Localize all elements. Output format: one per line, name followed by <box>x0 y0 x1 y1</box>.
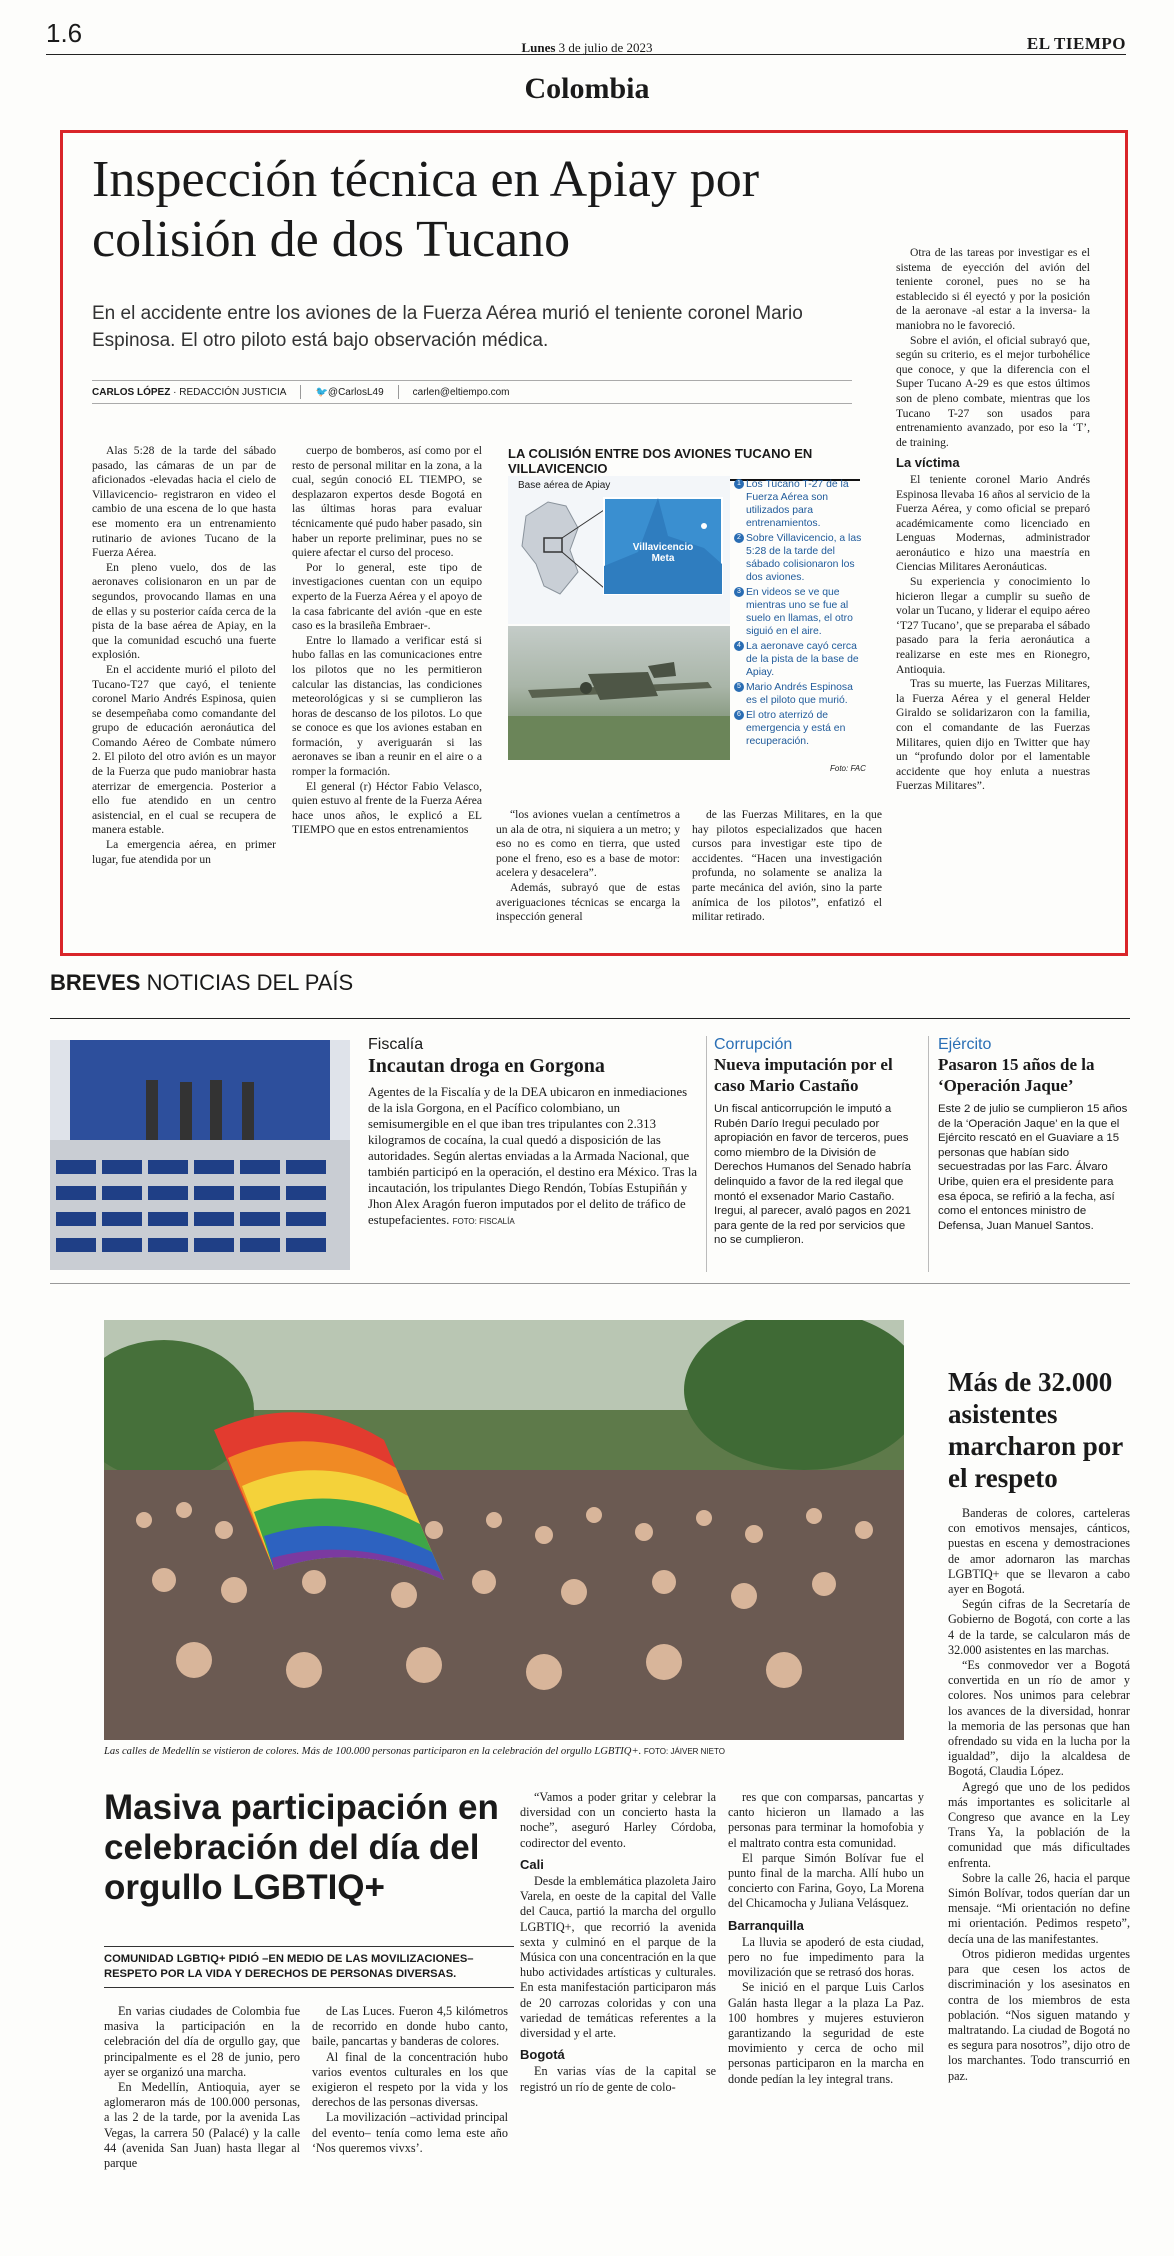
author-email[interactable]: carlen@eltiempo.com <box>412 386 510 398</box>
step-text: Mario Andrés Espinosa es el piloto que murió. <box>746 682 853 706</box>
date-day: Lunes <box>521 40 556 55</box>
paragraph: Agregó que uno de los pedidos más importantes es solicitarle al Congreso que avance en la Ley Trans Ya, la población de la comunidad que más dificultades enfrenta. <box>948 1779 1130 1870</box>
breve-text <box>368 1084 698 1230</box>
paragraph: La movilización –actividad principal del evento– tenía como lema este año ‘Nos queremos vivxs’. <box>312 2110 508 2155</box>
breve-kicker: Ejército <box>938 1036 992 1053</box>
step-text: La aeronave cayó cerca de la pista de la base de Apiay. <box>746 641 859 678</box>
step-text: En videos se ve que mientras uno se fue al suelo en llamas, el otro siguió en el aire. <box>746 587 853 637</box>
step-text: Los Tucano T-27 de la Fuerza Aérea son utilizados para entrenamientos. <box>746 479 849 529</box>
subheading-cali: Cali <box>520 1856 544 1872</box>
main-headline: Inspección técnica en Apiay por colisión de dos Tucano <box>92 151 760 268</box>
breve-ejercito <box>938 1036 1128 1233</box>
breves-sublabel: NOTICIAS DEL PAÍS <box>146 970 354 995</box>
paragraph: En pleno vuelo, dos de las aeronaves colisionaron en un par de segundos, provocando llamas en una de ellas y su posterior caída cerca de la pista de la base aérea de Apiay, en la que la comunidad escuchó una fuerte explosión. <box>92 560 276 662</box>
section-rule <box>50 1283 1130 1284</box>
breves-rule <box>50 1018 1130 1019</box>
caption-text: Las calles de Medellín se vistieron de colores. Más de 100.000 personas participaron en la celebración del orgullo LGBTIQ+. <box>104 1746 642 1757</box>
map-label: Base aérea de Apiay <box>518 480 611 491</box>
infographic-step: 1 Los Tucano T-27 de la Fuerza Aérea son utilizados para entrenamientos. <box>734 478 862 530</box>
paragraph: “Vamos a poder gritar y celebrar la diversidad con un concierto hasta la noche”, aseguró Harley Córdoba, codirector del evento. <box>520 1790 716 1850</box>
paragraph: El parque Simón Bolívar fue el punto final de la marcha. Allí hubo un concierto con Farina, Goyo, La Morena del Chicamocha y Juliana Velásquez. <box>728 1850 924 1911</box>
pride-column-4 <box>728 1790 924 2087</box>
twitter-handle-text: @CarlosL49 <box>327 386 384 398</box>
paragraph: Banderas de colores, carteleras con emotivos mensajes, cánticos, puestas en escena y demostraciones de amor adornaron las marchas LGBTIQ+ que se llevaron a cabo ayer en Bogotá. <box>948 1506 1130 1597</box>
pride-march-photo <box>104 1320 904 1740</box>
breves-photo <box>50 1040 350 1270</box>
aircraft-photo <box>508 626 730 760</box>
breves-divider <box>706 1036 707 1272</box>
header-rule <box>46 54 1126 55</box>
paragraph: El general (r) Héctor Fabio Velasco, quien estuvo al frente de la Fuerza Aérea hace unos años, le explicó a EL TIEMPO que en estos entrenamientos <box>292 779 482 837</box>
paragraph: Tras su muerte, las Fuerzas Militares, la Fuerza Aérea y el general Helder Giraldo se solidarizaron con la familia, con el comandante de las Fuerzas Militares, quien dijo en Twitter que hay un “profundo dolor por el lamentable accidente que hoy enluta a nuestras Fuerzas Militares”. <box>896 677 1090 793</box>
paragraph: Alas 5:28 de la tarde del sábado pasado, las cámaras de un par de aficionados -elevadas hacia el cielo de Villavicencio- registraron en video el cambio de una escena de lo que hasta ese momento era un entrenamiento rutinario de aviones Tucano de la Fuerza Aérea. <box>92 444 276 560</box>
seized-drugs-image <box>50 1040 350 1270</box>
article-column-4 <box>692 808 882 925</box>
paragraph: Además, subrayó que de estas averiguaciones técnicas se encarga la inspección general <box>496 880 680 924</box>
breve-text-body: Agentes de la Fiscalía y de la DEA ubicaron en inmediaciones de la isla Gorgona, en el Pacífico colombiano, un semisumergible en el que iban tres tripulantes con 2.313 kilogramos de cocaína, la cual quedó a disposición de las autoridades. Según alertas enviadas a la Armada Nacional, que también participó en la operación, el destino era México. Tras la incautación, los tripulantes Diego Rendón, Tobías Estupiñán y Jhon Alex Aragón fueron imputados por el delito de tráfico de estupefacientes. <box>368 1085 698 1227</box>
paragraph: Según cifras de la Secretaría de Gobierno de Bogotá, con corte a las 4 de la tarde, se calcularon más de 32.000 asistentes en las marchas. <box>948 1597 1130 1657</box>
pride-headline: Masiva participación en celebración del día del orgullo LGBTIQ+ <box>104 1788 499 1907</box>
breve-text: Un fiscal anticorrupción le imputó a Rubén Darío Iregui peculado por apropiación en favor de terceros, pues como miembro de la División de Derechos Humanos del Senado habría delinquido a favor de la red ilegal que montó el exsenador Mario Castaño. Iregui, al parecer, avaló pagos en 2021 para gente de la red por servicios que no se cumplieron. <box>714 1103 911 1247</box>
subheading-barranquilla: Barranquilla <box>728 1917 804 1933</box>
main-dek: En el accidente entre los aviones de la Fuerza Aérea murió el teniente coronel Mario Espinosa. El otro piloto está bajo observación médica. <box>92 303 803 351</box>
byline-separator <box>300 385 301 399</box>
byline-separator <box>398 385 399 399</box>
section-title: Colombia <box>524 72 650 105</box>
paragraph: La lluvia se apoderó de esta ciudad, pero no fue impedimento para la movilización que se retrasó dos horas. <box>728 1934 924 1980</box>
paragraph: En Medellín, Antioquia, ayer se aglomeraron más de 100.000 personas, a las 2 de la tarde, por la avenida Las Vegas, la carrera 50 (Palacé) y la calle 44 (avenida San Juan) hasta llegar al parque <box>104 2080 300 2171</box>
infographic-step: 2 Sobre Villavicencio, a las 5:28 de la tarde del sábado colisionaron los dos aviones. <box>734 532 862 584</box>
photo-credit: FOTO: JÁIVER NIETO <box>643 1747 725 1756</box>
pride-column-1 <box>104 2004 300 2171</box>
pride-kicker: COMUNIDAD LGBTIQ+ PIDIÓ –EN MEDIO DE LAS MOVILIZACIONES– RESPETO POR LA VIDA Y DERECHOS DE PERSONAS DIVERSAS. <box>104 1946 514 1988</box>
paragraph: “los aviones vuelan a centímetros a un ala de otra, ni siquiera a un metro; y eso no es como en tierra, que usted pone el freno, eso es a base de motor: acelera y desacelera”. <box>496 808 680 880</box>
paragraph: En varias vías de la capital se registró un río de gente de colo- <box>520 2064 716 2094</box>
paragraph: de las Fuerzas Militares, en la que hay pilotos especializados que hacen cursos para investigar este tipo de accidentes. “Hacen una investigación profunda, no solamente se analiza la parte mecánica del avión, sino la parte anímica de los pilotos”, enfatizó el militar retirado. <box>692 808 882 924</box>
sidebar-column <box>948 1506 1130 2084</box>
tucano-aircraft-image <box>508 626 730 760</box>
infographic-steps <box>734 478 862 750</box>
paragraph: Su experiencia y conocimiento lo hicieron llegar a cumplir su sueño de volar un Tucano, y liderar el equipo aéreo ‘T27 Tucano’, que se preparaba el sábado pasado para la feria aeronáutica a realizarse en este mes en Rionegro, Antioquia. <box>896 575 1090 676</box>
infographic-title: LA COLISIÓN ENTRE DOS AVIONES TUCANO EN VILLAVICENCIO <box>508 446 860 481</box>
infographic-step: 5 Mario Andrés Espinosa es el piloto que murió. <box>734 681 862 707</box>
breves-divider <box>928 1036 929 1272</box>
pride-column-3 <box>520 1790 716 2095</box>
breve-photo-credit: FOTO: FISCALÍA <box>452 1217 515 1226</box>
paragraph: En el accidente murió el piloto del Tucano-T27 que cayó, el teniente coronel Mario Andrés Espinosa, quien se desempeñaba como comandante del grupo de educación aeronáutica del Comando Aéreo de Combate número 2. El piloto del otro avión es un mayor de la Fuerza que pudo maniobrar hasta aterrizar de emergencia. Posterior a ello fue atendido en un centro asistencial, en el cual se recupera de manera estable. <box>92 662 276 837</box>
newspaper-brand: EL TIEMPO <box>1026 34 1126 53</box>
breve-kicker: Fiscalía <box>368 1036 424 1053</box>
map-inset-label: Villavicencio Meta <box>632 542 694 564</box>
infographic-map <box>508 476 730 624</box>
article-column-3 <box>496 808 680 925</box>
paragraph: Otra de las tareas por investigar es el sistema de eyección del avión del teniente coronel, pues no se ha establecido si él eyectó y por la posición de la aeronave -al estar a la inversa- la maniobra no le favoreció. <box>896 246 1090 332</box>
step-text: Sobre Villavicencio, a las 5:28 de la tarde del sábado colisionaron los dos aviones. <box>746 533 862 583</box>
crowd-image <box>104 1320 904 1740</box>
breve-corrupcion <box>714 1036 914 1248</box>
article-column-5 <box>896 246 1090 794</box>
subheading-victim: La víctima <box>896 455 960 471</box>
paragraph: de Las Luces. Fueron 4,5 kilómetros de recorrido en donde hubo canto, baile, pancartas y banderas de colores. <box>312 2004 508 2049</box>
article-column-1 <box>92 444 276 867</box>
paragraph: res que con comparsas, pancartas y canto hicieron un llamado a las personas para terminar la homofobia y el maltrato contra esta comunidad. <box>728 1790 924 1850</box>
breve-text: Este 2 de julio se cumplieron 15 años de la ‘Operación Jaque’ en la que el Ejército rescató en el Guaviare a 15 personas que habían sido secuestradas por las Farc. Álvaro Uribe, quien era el presidente para esa época, se refirió a la fecha, así como el entonces ministro de Defensa, Juan Manuel Santos. <box>938 1103 1128 1232</box>
photo-caption <box>104 1746 924 1757</box>
breve-fiscalia <box>368 1036 698 1230</box>
infographic-step: 6 El otro aterrizó de emergencia y está en recuperación. <box>734 709 862 748</box>
paragraph: Desde la emblemática plazoleta Jairo Varela, en oeste de la capital del Valle del Cauca, partió la marcha del orgullo LGBTIQ+, que recorrió la avenida sexta y culminó en el parque de la Música con una concentración en la que hubo actividades artísticas y culturales. En esta manifestación participaron más de 20 carrozas coloridas y con una variedad de temáticas referentes a la diversidad y el arte. <box>520 1874 716 2041</box>
paragraph: Otros pidieron medidas urgentes para que cesen los actos de discriminación y los asesinatos en contra de los miembros de esta población. “Nos siguen matando y maltratando. La ciudad de Bogotá no es segura para nosotros”, dijo otro de los marchantes. Todo transcurrió en paz. <box>948 1946 1130 2083</box>
paragraph: Sobre el avión, el oficial subrayó que, según su criterio, es el mejor turbohélice que conoce, y que la diferencia con el Super Tucano A-29 es que estos últimos son de pleno combate, mientras que los Tucano T-27 son usados para entrenamiento avanzado, por eso la ‘T’, de training. <box>896 333 1090 449</box>
breve-title: Pasaron 15 años de la ‘Operación Jaque’ <box>938 1055 1095 1095</box>
paragraph: Por lo general, este tipo de investigaciones cuentan con un equipo experto de la Fuerza Aérea y el apoyo de la casa fabricante del avión -que en este caso es la brasileña Embraer-. <box>292 560 482 633</box>
paragraph: El teniente coronel Mario Andrés Espinosa llevaba 16 años al servicio de la Fuerza Aérea, y como oficial se preparó académicamente como licenciado en Lenguas Modernas, administrador aeronáutico e hizo una maestría en Ciencias Militares Aeronáuticas. <box>896 472 1090 574</box>
article-column-2 <box>292 444 482 838</box>
paragraph: Se inició en el parque Luis Carlos Galán hasta llegar a la plaza La Paz. 100 hombres y mujeres estuvieron garantizando la seguridad de este movimiento y cerca de ocho mil personas participaron en la marcha en donde pedían la ley integral trans. <box>728 1980 924 2086</box>
date-rest: 3 de julio de 2023 <box>558 40 653 55</box>
paragraph: En varias ciudades de Colombia fue masiva la participación en la celebración del día de orgullo gay, que principalmente es el 28 de junio, pero ayer se organizó una marcha. <box>104 2004 300 2079</box>
sidebar-headline: Más de 32.000 asistentes marcharon por el respeto <box>948 1367 1123 1493</box>
breve-kicker: Corrupción <box>714 1036 793 1053</box>
paragraph: “Es conmovedor ver a Bogotá convertida en un río de amor y colores. Nos unimos para celebrar los avances de la diversidad, honrar la memoria de las personas que han ofrendado su vida en la lucha por la igualdad”, dijo la alcaldesa de Bogotá, Claudia López. <box>948 1658 1130 1779</box>
pride-column-2 <box>312 2004 508 2156</box>
byline <box>92 380 852 404</box>
paragraph: La emergencia aérea, en primer lugar, fue atendida por un <box>92 838 276 866</box>
infographic-step: 4 La aeronave cayó cerca de la pista de la base de Apiay. <box>734 640 862 679</box>
paragraph: Entre lo llamado a verificar está si hubo fallas en las comunicaciones entre los pilotos que no les permitieron calcular las distancias, las condiciones meteorológicas y si se cumplieron las horas de descanso de los pilotos. Lo que se conoce es que los aviones estaban en formación, y averiguarán si las aeronaves se iban a reunir en el aire o a romper la formación. <box>292 633 482 779</box>
subheading-bogota: Bogotá <box>520 2047 565 2063</box>
infographic-credit: Foto: FAC <box>830 764 866 773</box>
breves-header <box>50 970 353 996</box>
breve-title: Nueva imputación por el caso Mario Castaño <box>714 1055 893 1095</box>
paragraph: cuerpo de bomberos, así como por el resto de personal militar en la zona, a la cual, según conoció EL TIEMPO, se desplazaron expertos desde Bogotá en las últimas horas para evaluar técnicamente qué pudo haber pasado, sin haber un reporte preliminar, pues no se quiere afectar el curso del proceso. <box>292 444 482 560</box>
byline-author: CARLOS LÓPEZ <box>92 386 171 398</box>
breves-label: BREVES <box>50 970 141 995</box>
page-number: 1.6 <box>46 18 83 48</box>
step-text: El otro aterrizó de emergencia y está en recuperación. <box>746 710 846 747</box>
paragraph: Al final de la concentración hubo varios eventos culturales en los que exigieron el respeto por la vida y los derechos de las personas diversas. <box>312 2049 508 2110</box>
infographic-step: 3 En videos se ve que mientras uno se fue al suelo en llamas, el otro siguió en el aire. <box>734 586 862 638</box>
twitter-handle[interactable] <box>315 387 383 398</box>
twitter-icon: 🐦 <box>315 386 328 398</box>
paragraph: Sobre la calle 26, hacia el parque Simón Bolívar, todos querían dar un mensaje. “Mi orientación no define mi orientación. Pedimos respeto”, decía una de las manifestantes. <box>948 1870 1130 1946</box>
byline-desk: · REDACCIÓN JUSTICIA <box>173 386 287 398</box>
breve-title: Incautan droga en Gorgona <box>368 1055 605 1077</box>
